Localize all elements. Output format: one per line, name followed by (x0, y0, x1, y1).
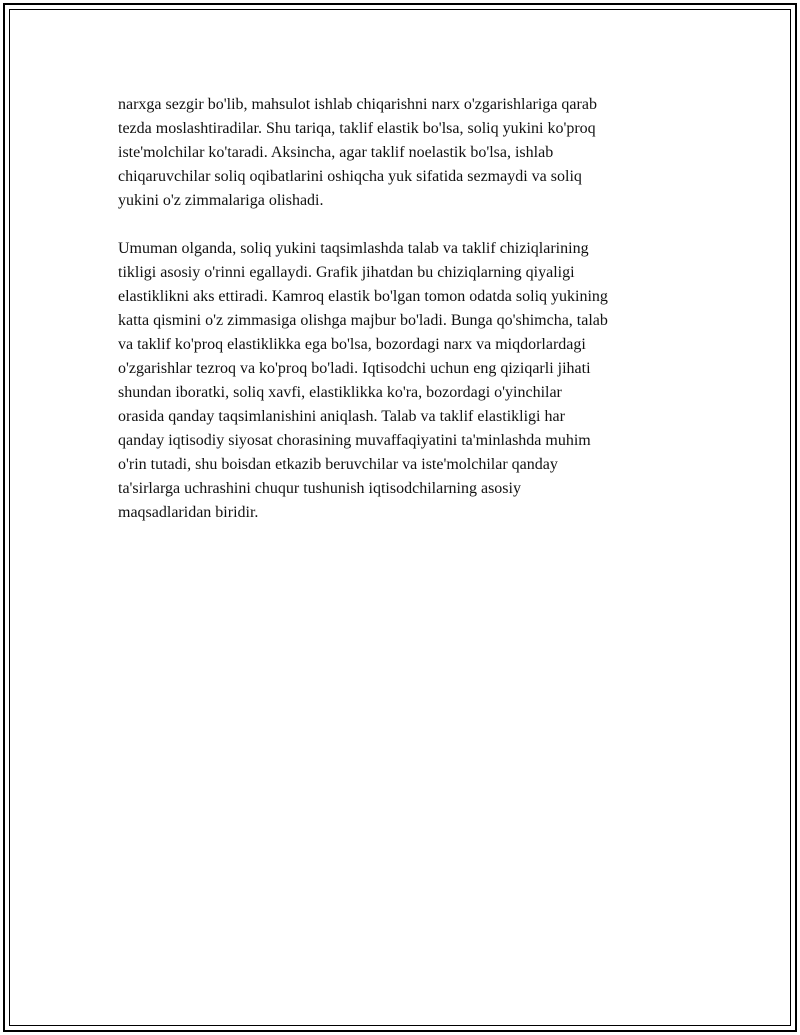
paragraph-2: Umuman olganda, soliq yukini taqsimlashda talab va taklif chiziqlarining tikligi asosiy o'rinni egallaydi. Grafik jihatdan bu chiziqlarning qiyaligi elastiklikni aks ettiradi. Kamroq elastik bo'lgan tomon odatda soliq yukining katta qismini o'z zimmasiga olishga majbur bo'ladi. Bunga qo'shimcha, talab va taklif ko'proq elastiklikka ega bo'lsa, bozordagi narx va miqdorlardagi o'zgarishlar tezroq va ko'proq bo'ladi. Iqtisodchi uchun eng qiziqarli jihati shundan iboratki, soliq xavfi, elastiklikka ko'ra, bozordagi o'yinchilar orasida qanday taqsimlanishini aniqlash. Talab va taklif elastikligi har qanday iqtisodiy siyosat chorasining muvaffaqiyatini ta'minlashda muhim o'rin tutadi, shu boisdan etkazib beruvchilar va iste'molchilar qanday ta'sirlarga uchrashini chuqur tushunish iqtisodchilarning asosiy maqsadlaridan biridir. (118, 240, 608, 521)
document-body (118, 93, 698, 525)
paragraph-1: narxga sezgir bo'lib, mahsulot ishlab chiqarishni narx o'zgarishlariga qarab tezda moslashtiradilar. Shu tariqa, taklif elastik bo'lsa, soliq yukini ko'proq iste'molchilar ko'taradi. Aksincha, agar taklif noelastik bo'lsa, ishlab chiqaruvchilar soliq oqibatlarini oshiqcha yuk sifatida sezmaydi va soliq yukini o'z zimmalariga olishadi. (118, 96, 597, 209)
